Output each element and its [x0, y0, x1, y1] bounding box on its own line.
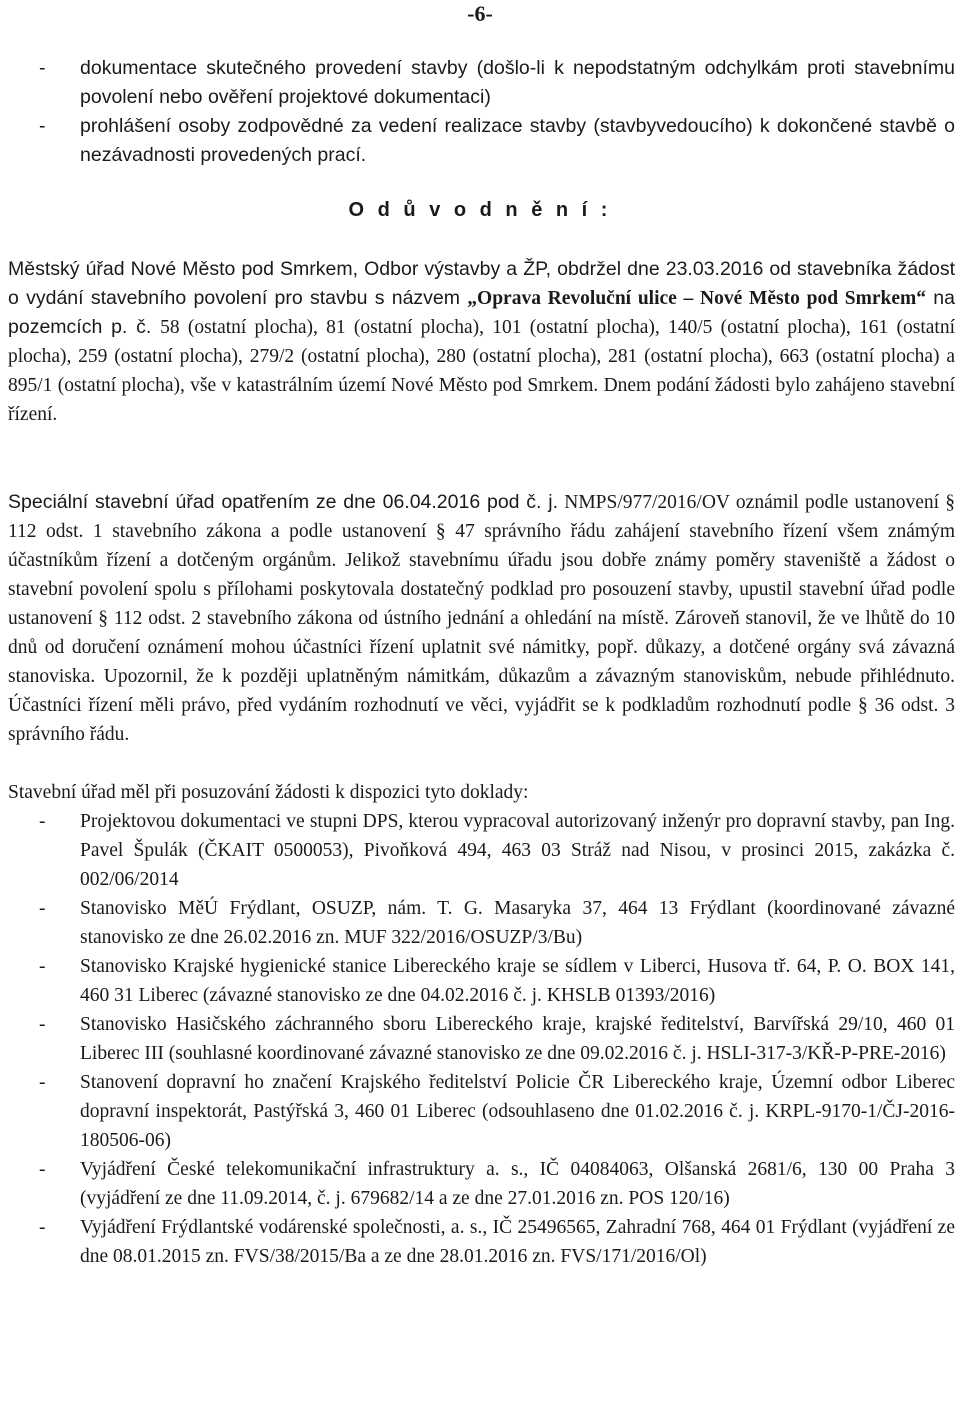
- top-list: [8, 54, 955, 170]
- list-item: [8, 807, 955, 894]
- list-item-text: Stanovení dopravní ho značení Krajského ředitelství Policie ČR Libereckého kraje, Územní odbor Liberec dopravní inspektorát, Pastýřská 3, 460 01 Liberec (odsouhlaseno dne 01.02.2016 č. j. KRPL-9170-1/ČJ-2016-180506-06): [80, 1072, 955, 1151]
- project-title: „Oprava Revoluční ulice – Nové Město pod Smrkem“: [467, 288, 927, 309]
- paragraph-text: na pozemcích p. č.: [8, 287, 955, 338]
- list-item: [8, 1213, 955, 1271]
- list-item-text: dokumentace skutečného provedení stavby (došlo-li k nepodstatným odchylkám proti stavebnímu povolení nebo ověření projektové dokumentaci): [80, 57, 955, 108]
- list-dash: -: [39, 1217, 46, 1238]
- documents-intro: Stavební úřad měl při posuzování žádosti k dispozici tyto doklady:: [8, 782, 529, 803]
- list-item-text: Projektovou dokumentaci ve stupni DPS, kterou vypracoval autorizovaný inženýr pro dopravní stavby, pan Ing. Pavel Špulák (ČKAIT 0500053), Pivoňková 494, 463 03 Stráž nad Nisou, v prosinci 2015, zakázka č. 002/06/2014: [80, 811, 955, 890]
- list-dash: -: [39, 898, 46, 919]
- list-dash: -: [39, 115, 46, 137]
- list-item-text: Vyjádření Frýdlantské vodárenské společnosti, a. s., IČ 25496565, Zahradní 768, 464 01 Frýdlant (vyjádření ze dne 08.01.2015 zn. FVS/38/2015/Ba a ze dne 28.01.2016 zn. FVS/171/2016/Ol): [80, 1217, 955, 1267]
- documents-list: [8, 778, 955, 1271]
- list-item-text: Stanovisko Hasičského záchranného sboru Libereckého kraje, krajské ředitelství, Barvířská 29/10, 460 01 Liberec III (souhlasné koordinované závazné stanovisko ze dne 09.02.2016 č. j. HSLI-317-3/KŘ-P-PRE-2016): [80, 1014, 955, 1064]
- section-heading: O d ů v o d n ě n í :: [348, 199, 612, 221]
- list-item-text: prohlášení osoby zodpovědné za vedení realizace stavby (stavbyvedoucího) k dokončené stavbě o nezávadnosti provedených prací.: [80, 115, 955, 166]
- list-dash: -: [39, 811, 46, 832]
- list-item: [8, 1068, 955, 1155]
- list-item: [8, 952, 955, 1010]
- list-item: [8, 1155, 955, 1213]
- paragraph-text: Městský úřad Nové Město pod Smrkem, Odbor výstavby a ŽP, obdržel dne 23.03.2016 od stavebníka žádost o vydání stavebního povolení pro stavbu s názvem: [8, 258, 955, 309]
- list-item-text: Vyjádření České telekomunikační infrastruktury a. s., IČ 04084063, Olšanská 2681/6, 130 00 Praha 3 (vyjádření ze dne 11.09.2014, č. j. 679682/14 a ze dne 27.01.2016 zn. POS 120/16): [80, 1159, 955, 1209]
- list-item-text: Stanovisko Krajské hygienické stanice Libereckého kraje se sídlem v Liberci, Husova tř. 64, P. O. BOX 141, 460 31 Liberec (závazné stanovisko ze dne 04.02.2016 č. j. KHSLB 01393/2016): [80, 956, 955, 1006]
- paragraph-text: NMPS/977/2016/OV oznámil podle ustanovení § 112 odst. 1 stavebního zákona a podle ustanovení § 47 správního řádu zahájení stavebního řízení všem známým účastníkům řízení a dotčeným orgánům. Jelikož stavebnímu úřadu jsou dobře známy poměry staveniště a žádost o stavební povolení spolu s přílohami poskytovala dostatečný podklad pro posouzení stavby, upustil stavební úřad podle ustanovení § 112 odst. 2 stavebního zákona od ústního jednání a ohledání na místě. Zároveň stanovil, že ve lhůtě do 10 dnů od doručení oznámení mohou účastníci řízení uplatnit své námitky, popř. důkazy, a dotčené orgány svá závazná stanoviska. Upozornil, že k později uplatněným námitkám, důkazům a závazným stanoviskům, nebude přihlédnuto. Účastníci řízení měli právo, před vydáním rozhodnutí ve věci, vyjádřit se k podkladům rozhodnutí podle § 36 odst. 3 správního řádu.: [8, 492, 956, 745]
- list-item-text: Stanovisko MěÚ Frýdlant, OSUZP, nám. T. G. Masaryka 37, 464 13 Frýdlant (koordinované závazné stanovisko ze dne 26.02.2016 zn. MUF 322/2016/OSUZP/3/Bu): [80, 898, 955, 948]
- page-number: -6-: [467, 1, 493, 26]
- list-item: [8, 112, 955, 170]
- list-dash: -: [39, 1072, 46, 1093]
- list-dash: -: [39, 1014, 46, 1035]
- reasoning-paragraph-1: [8, 255, 955, 429]
- list-dash: -: [39, 956, 46, 977]
- list-dash: -: [39, 1159, 46, 1180]
- reasoning-paragraph-2: [8, 488, 955, 749]
- paragraph-text: Speciální stavební úřad opatřením ze dne 06.04.2016 pod č. j.: [8, 491, 558, 513]
- list-item: [8, 54, 955, 112]
- list-dash: -: [39, 57, 46, 79]
- list-item: [8, 1010, 955, 1068]
- list-item: [8, 894, 955, 952]
- paragraph-text: 58 (ostatní plocha), 81 (ostatní plocha), 101 (ostatní plocha), 140/5 (ostatní plocha), 161 (ostatní plocha), 259 (ostatní plocha), 279/2 (ostatní plocha), 280 (ostatní plocha), 281 (ostatní plocha), 663 (ostatní plocha) a 895/1 (ostatní plocha), vše v katastrálním území Nové Město pod Smrkem. Dnem podání žádosti bylo zahájeno stavební řízení.: [8, 317, 955, 425]
